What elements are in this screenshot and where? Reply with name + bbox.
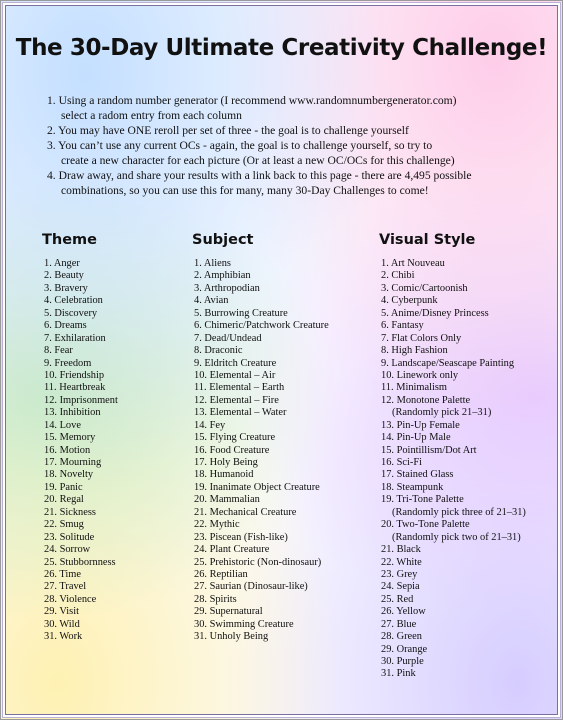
- list-item: 19. Inanimate Object Creature: [194, 481, 320, 493]
- list-item: (Randomly pick 21–31): [392, 407, 492, 419]
- list-item: 26. Time: [44, 568, 81, 580]
- list-item: 13. Elemental – Water: [194, 407, 287, 419]
- list-item: 11. Minimalism: [381, 382, 448, 394]
- list-item: 2. Beauty: [44, 270, 84, 282]
- list-item: 24. Sorrow: [44, 544, 91, 556]
- list-item: 14. Fey: [194, 419, 226, 431]
- theme-column-title: Theme: [42, 232, 97, 248]
- list-item: 11. Heartbreak: [44, 382, 106, 394]
- list-item: 23. Grey: [381, 568, 418, 580]
- list-item: 16. Food Creature: [194, 444, 270, 456]
- list-item: 21. Black: [381, 544, 421, 556]
- rule-item: [47, 93, 552, 123]
- list-item: 26. Reptilian: [194, 568, 248, 580]
- list-item: 24. Sepia: [381, 581, 420, 593]
- list-item: 26. Yellow: [381, 606, 426, 618]
- list-item: 21. Mechanical Creature: [194, 506, 297, 518]
- rule-continuation: create a new character for each picture (Or at least a new OC/OCs for this challenge): [61, 154, 455, 167]
- list-item: 28. Spirits: [194, 593, 237, 605]
- list-item: 30. Purple: [381, 656, 424, 667]
- list-item: 25. Prehistoric (Non-dinosaur): [194, 556, 322, 568]
- list-item: 18. Humanoid: [194, 469, 254, 481]
- list-item: 21. Sickness: [44, 506, 96, 518]
- list-item: 10. Friendship: [44, 369, 105, 381]
- list-item: 17. Mourning: [44, 457, 102, 468]
- list-item: 8. Fear: [44, 345, 73, 357]
- rule-item: [47, 123, 552, 138]
- list-item: 17. Stained Glass: [381, 469, 454, 481]
- list-item: 12. Monotone Palette: [381, 394, 471, 406]
- list-item: 27. Saurian (Dinosaur-like): [194, 581, 308, 593]
- rule-item: [47, 138, 552, 168]
- list-item: 13. Pin-Up Female: [381, 419, 460, 431]
- rule-text: 2. You may have ONE reroll per set of three - the goal is to challenge yourself: [47, 124, 409, 137]
- subject-column-title: Subject: [192, 232, 254, 248]
- list-item: 8. High Fashion: [381, 345, 448, 357]
- list-item: 30. Swimming Creature: [194, 618, 294, 630]
- list-item: 20. Regal: [44, 494, 84, 506]
- list-item: 14. Pin-Up Male: [381, 432, 451, 444]
- list-item: 23. Solitude: [44, 531, 95, 543]
- list-item: 6. Fantasy: [381, 320, 424, 332]
- list-item: 16. Motion: [44, 444, 91, 456]
- list-item: 10. Linework only: [381, 369, 459, 381]
- page-title: The 30-Day Ultimate Creativity Challenge!: [15, 35, 548, 61]
- subject-list: [194, 258, 364, 644]
- list-item: 1. Aliens: [194, 258, 231, 269]
- list-item: 19. Panic: [44, 481, 83, 493]
- list-item: 24. Plant Creature: [194, 544, 270, 556]
- list-item: 15. Flying Creature: [194, 432, 276, 444]
- rule-item: [47, 168, 552, 198]
- rule-continuation: select a radom entry from each column: [61, 109, 242, 122]
- list-item: 27. Blue: [381, 618, 417, 630]
- list-item: 4. Avian: [194, 295, 229, 307]
- list-item: 9. Landscape/Seascape Painting: [381, 357, 515, 369]
- list-item: 29. Orange: [381, 643, 428, 655]
- list-item: 22. Smug: [44, 519, 84, 531]
- list-item: 18. Novelty: [44, 469, 94, 481]
- list-item: 1. Anger: [44, 258, 80, 269]
- list-item: 9. Freedom: [44, 357, 92, 369]
- list-item: 19. Tri-Tone Palette: [381, 494, 464, 506]
- rule-continuation: combinations, so you can use this for many, many 30-Day Challenges to come!: [61, 184, 429, 197]
- list-item: 7. Dead/Undead: [194, 332, 262, 344]
- list-item: 3. Bravery: [44, 282, 88, 294]
- list-item: 2. Chibi: [381, 270, 415, 282]
- list-item: 6. Dreams: [44, 320, 87, 332]
- list-item: 5. Anime/Disney Princess: [381, 307, 489, 319]
- list-item: 7. Flat Colors Only: [381, 332, 462, 344]
- visual-style-list: [381, 258, 551, 681]
- list-item: 4. Cyberpunk: [381, 295, 438, 307]
- list-item: 5. Burrowing Creature: [194, 307, 288, 319]
- list-item: 15. Memory: [44, 432, 96, 444]
- list-item: 31. Work: [44, 631, 83, 643]
- list-item: 20. Two-Tone Palette: [381, 519, 470, 531]
- list-item: 12. Elemental – Fire: [194, 394, 279, 406]
- list-item: 20. Mammalian: [194, 494, 260, 506]
- list-item: 4. Celebration: [44, 295, 103, 307]
- list-item: 29. Supernatural: [194, 606, 263, 618]
- list-item: 14. Love: [44, 419, 81, 431]
- list-item: 1. Art Nouveau: [381, 258, 445, 269]
- list-item: 22. Mythic: [194, 519, 240, 531]
- list-item: 25. Red: [381, 593, 414, 605]
- list-item: 12. Imprisonment: [44, 394, 118, 406]
- rule-text: 3. You can’t use any current OCs - again, the goal is to challenge yourself, so try to: [47, 139, 433, 152]
- list-item: 15. Pointillism/Dot Art: [381, 444, 477, 456]
- list-item: 3. Comic/Cartoonish: [381, 282, 468, 294]
- list-item: 10. Elemental – Air: [194, 369, 276, 381]
- list-item: 16. Sci-Fi: [381, 457, 422, 468]
- rule-text: 1. Using a random number generator (I recommend www.randomnumbergenerator.com): [47, 94, 457, 107]
- list-item: 6. Chimeric/Patchwork Creature: [194, 320, 329, 332]
- list-item: 22. White: [381, 556, 422, 568]
- rules-list: [47, 93, 552, 198]
- list-item: 5. Discovery: [44, 307, 98, 319]
- list-item: 31. Unholy Being: [194, 631, 269, 643]
- list-item: 3. Arthropodian: [194, 282, 260, 294]
- list-item: 2. Amphibian: [194, 270, 251, 282]
- rule-text: 4. Draw away, and share your results with a link back to this page - there are 4,495 possible: [47, 169, 472, 182]
- list-item: 23. Piscean (Fish-like): [194, 531, 288, 543]
- theme-list: [44, 258, 174, 644]
- list-item: 29. Visit: [44, 606, 79, 618]
- list-item: 30. Wild: [44, 618, 80, 630]
- list-item: 28. Violence: [44, 593, 97, 605]
- list-item: 9. Eldritch Creature: [194, 357, 277, 369]
- list-item: 25. Stubbornness: [44, 556, 116, 568]
- list-item: 28. Green: [381, 631, 422, 643]
- list-item: 8. Draconic: [194, 345, 243, 357]
- list-item: 7. Exhilaration: [44, 332, 106, 344]
- list-item: (Randomly pick two of 21–31): [392, 531, 521, 543]
- visual-style-column-title: Visual Style: [379, 232, 476, 248]
- list-item: 18. Steampunk: [381, 481, 444, 493]
- list-item: 17. Holy Being: [194, 457, 258, 468]
- list-item: 31. Pink: [381, 668, 416, 680]
- list-item: (Randomly pick three of 21–31): [392, 506, 526, 518]
- list-item: 11. Elemental – Earth: [194, 382, 285, 394]
- list-item: 13. Inhibition: [44, 407, 101, 419]
- list-item: 27. Travel: [44, 581, 87, 593]
